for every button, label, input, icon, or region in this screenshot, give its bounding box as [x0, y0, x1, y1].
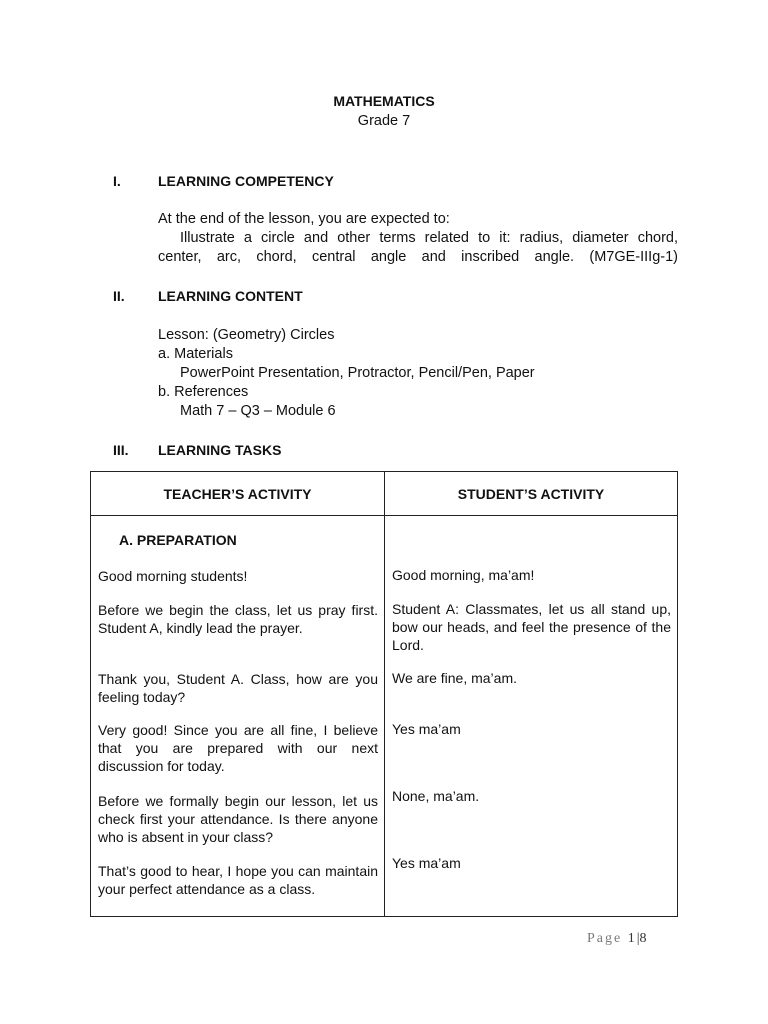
- section-2-title: LEARNING CONTENT: [158, 288, 303, 304]
- preparation-heading: A. PREPARATION: [119, 532, 237, 548]
- references-list: Math 7 – Q3 – Module 6: [180, 403, 336, 419]
- competency-intro: At the end of the lesson, you are expected to:: [158, 211, 450, 227]
- teacher-activity-header: TEACHER’S ACTIVITY: [91, 472, 385, 516]
- student-activity-cell: [385, 516, 678, 917]
- references-label: b. References: [158, 384, 249, 400]
- section-3-title: LEARNING TASKS: [158, 442, 282, 458]
- page-footer: [587, 931, 649, 947]
- student-line-3: We are fine, ma’am.: [392, 670, 518, 686]
- page-current: 1: [627, 931, 637, 946]
- activity-table: [90, 471, 678, 917]
- materials-list: PowerPoint Presentation, Protractor, Pencil/Pen, Paper: [180, 365, 535, 381]
- student-line-4: Yes ma’am: [392, 721, 461, 737]
- section-2-number: II.: [113, 288, 125, 304]
- page-word: Page: [587, 931, 623, 946]
- section-1-number: I.: [113, 173, 121, 189]
- teacher-line-3: Thank you, Student A. Class, how are you feeling today?: [98, 671, 378, 705]
- student-activity-header: STUDENT’S ACTIVITY: [385, 472, 678, 516]
- section-3-number: III.: [113, 442, 129, 458]
- student-line-2: Student A: Classmates, let us all stand up, bow our heads, and feel the presence of the Lord.: [392, 601, 671, 653]
- teacher-line-1: Good morning students!: [98, 568, 248, 584]
- document-title: MATHEMATICS: [333, 93, 435, 109]
- page-separator: |: [636, 931, 640, 946]
- teacher-line-5: Before we formally begin our lesson, let us check first your attendance. Is there anyone who is absent in your class?: [98, 793, 378, 845]
- competency-line-1: Illustrate a circle and other terms related to it: radius, diameter chord,: [180, 230, 678, 246]
- teacher-activity-cell: [91, 516, 385, 917]
- student-line-5: None, ma’am.: [392, 788, 480, 804]
- teacher-line-6: That’s good to hear, I hope you can maintain your perfect attendance as a class.: [98, 863, 378, 897]
- document-subtitle: Grade 7: [357, 113, 411, 129]
- lesson-line: Lesson: (Geometry) Circles: [158, 327, 335, 343]
- student-line-1: Good morning, ma’am!: [392, 567, 535, 583]
- teacher-line-2: Before we begin the class, let us pray first. Student A, kindly lead the prayer.: [98, 602, 378, 636]
- materials-label: a. Materials: [158, 346, 233, 362]
- competency-line-2: center, arc, chord, central angle and inscribed angle. (M7GE-IIIg-1): [158, 249, 678, 265]
- student-line-6: Yes ma’am: [392, 855, 461, 871]
- page-total: 8: [639, 931, 649, 946]
- section-1-title: LEARNING COMPETENCY: [158, 173, 334, 189]
- teacher-line-4: Very good! Since you are all fine, I believe that you are prepared with our next discussion for today.: [98, 722, 378, 774]
